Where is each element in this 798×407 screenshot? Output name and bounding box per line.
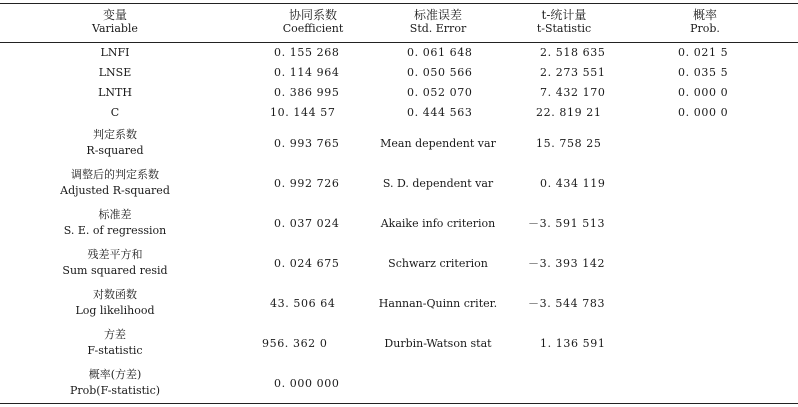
header-prob-en: Prob. xyxy=(690,22,720,35)
bottom-rule xyxy=(0,403,798,404)
row-prob: 0. 000 0 xyxy=(678,86,729,99)
stat-value: 0. 993 765 xyxy=(274,137,340,150)
stat-label xyxy=(30,327,200,359)
row-variable: LNFI xyxy=(100,46,130,59)
row-coefficient: 0. 386 995 xyxy=(274,86,340,99)
row-t-statistic: 22. 819 21 xyxy=(536,106,602,119)
stat-label-zh: 概率(方差) xyxy=(88,368,142,381)
header-std-error xyxy=(388,8,488,36)
stat-name: Mean dependent var xyxy=(380,137,496,150)
stat-label xyxy=(30,287,200,319)
stat-label-zh: 标准差 xyxy=(98,208,132,221)
stat-value: 0. 037 024 xyxy=(274,217,340,230)
stat-label-en: Log likelihood xyxy=(75,304,155,317)
stat-label xyxy=(30,247,200,279)
top-rule xyxy=(0,3,798,4)
row-std-error: 0. 061 648 xyxy=(407,46,473,59)
stat-extra-value: 0. 434 119 xyxy=(540,177,606,190)
stat-name: Akaike info criterion xyxy=(380,217,496,230)
stat-label xyxy=(30,127,200,159)
stat-label xyxy=(30,367,200,399)
row-std-error: 0. 052 070 xyxy=(407,86,473,99)
stat-extra-value: －3. 544 783 xyxy=(528,297,606,310)
row-variable: LNSE xyxy=(98,66,132,79)
stat-name: S. D. dependent var xyxy=(382,177,494,190)
row-prob: 0. 035 5 xyxy=(678,66,729,79)
header-coefficient-zh: 协同系数 xyxy=(288,8,337,22)
header-std-error-en: Std. Error xyxy=(409,22,467,35)
header-variable-en: Variable xyxy=(92,22,138,35)
header-std-error-zh: 标准误差 xyxy=(413,8,462,22)
stat-value: 0. 992 726 xyxy=(274,177,340,190)
stat-label-en: Prob(F-statistic) xyxy=(69,384,161,397)
stat-label-zh: 判定系数 xyxy=(93,128,137,141)
row-t-statistic: 7. 432 170 xyxy=(540,86,606,99)
row-variable: C xyxy=(110,106,120,119)
stat-value: 956. 362 0 xyxy=(262,337,328,350)
stat-value: 0. 024 675 xyxy=(274,257,340,270)
stat-name: Schwarz criterion xyxy=(388,257,488,270)
header-t-statistic-zh: t-统计量 xyxy=(541,8,587,22)
stat-label-zh: 残差平方和 xyxy=(87,248,143,261)
stat-label-zh: 对数函数 xyxy=(93,288,137,301)
row-prob: 0. 021 5 xyxy=(678,46,729,59)
stat-value: 0. 000 000 xyxy=(274,377,340,390)
header-prob-zh: 概率 xyxy=(692,8,717,22)
stat-value: 43. 506 64 xyxy=(270,297,336,310)
header-coefficient xyxy=(268,8,358,36)
stat-extra-value: －3. 393 142 xyxy=(528,257,606,270)
row-coefficient: 10. 144 57 xyxy=(270,106,336,119)
stat-extra-value: 1. 136 591 xyxy=(540,337,606,350)
stat-name: Hannan-Quinn criter. xyxy=(378,297,498,310)
stat-label xyxy=(30,167,200,199)
header-variable xyxy=(30,8,200,36)
stat-label-en: F-statistic xyxy=(87,344,143,357)
header-prob xyxy=(650,8,760,36)
row-prob: 0. 000 0 xyxy=(678,106,729,119)
row-coefficient: 0. 114 964 xyxy=(274,66,340,79)
stat-extra-value: －3. 591 513 xyxy=(528,217,606,230)
stat-label-en: S. E. of regression xyxy=(63,224,167,237)
row-std-error: 0. 444 563 xyxy=(407,106,473,119)
row-variable: LNTH xyxy=(98,86,132,99)
row-t-statistic: 2. 273 551 xyxy=(540,66,606,79)
stat-name: Durbin-Watson stat xyxy=(384,337,492,350)
row-t-statistic: 2. 518 635 xyxy=(540,46,606,59)
row-coefficient: 0. 155 268 xyxy=(274,46,340,59)
stat-label xyxy=(30,207,200,239)
header-rule xyxy=(0,42,798,43)
header-coefficient-en: Coefficient xyxy=(282,22,344,35)
header-t-statistic xyxy=(514,8,614,36)
header-variable-zh: 变量 xyxy=(102,8,127,22)
stat-label-zh: 方差 xyxy=(104,328,126,341)
stat-label-en: Sum squared resid xyxy=(62,264,168,277)
stat-label-zh: 调整后的判定系数 xyxy=(71,168,159,181)
stat-label-en: Adjusted R-squared xyxy=(60,184,170,197)
header-t-statistic-en: t-Statistic xyxy=(536,22,592,35)
stat-extra-value: 15. 758 25 xyxy=(536,137,602,150)
row-std-error: 0. 050 566 xyxy=(407,66,473,79)
stat-label-en: R-squared xyxy=(86,144,144,157)
